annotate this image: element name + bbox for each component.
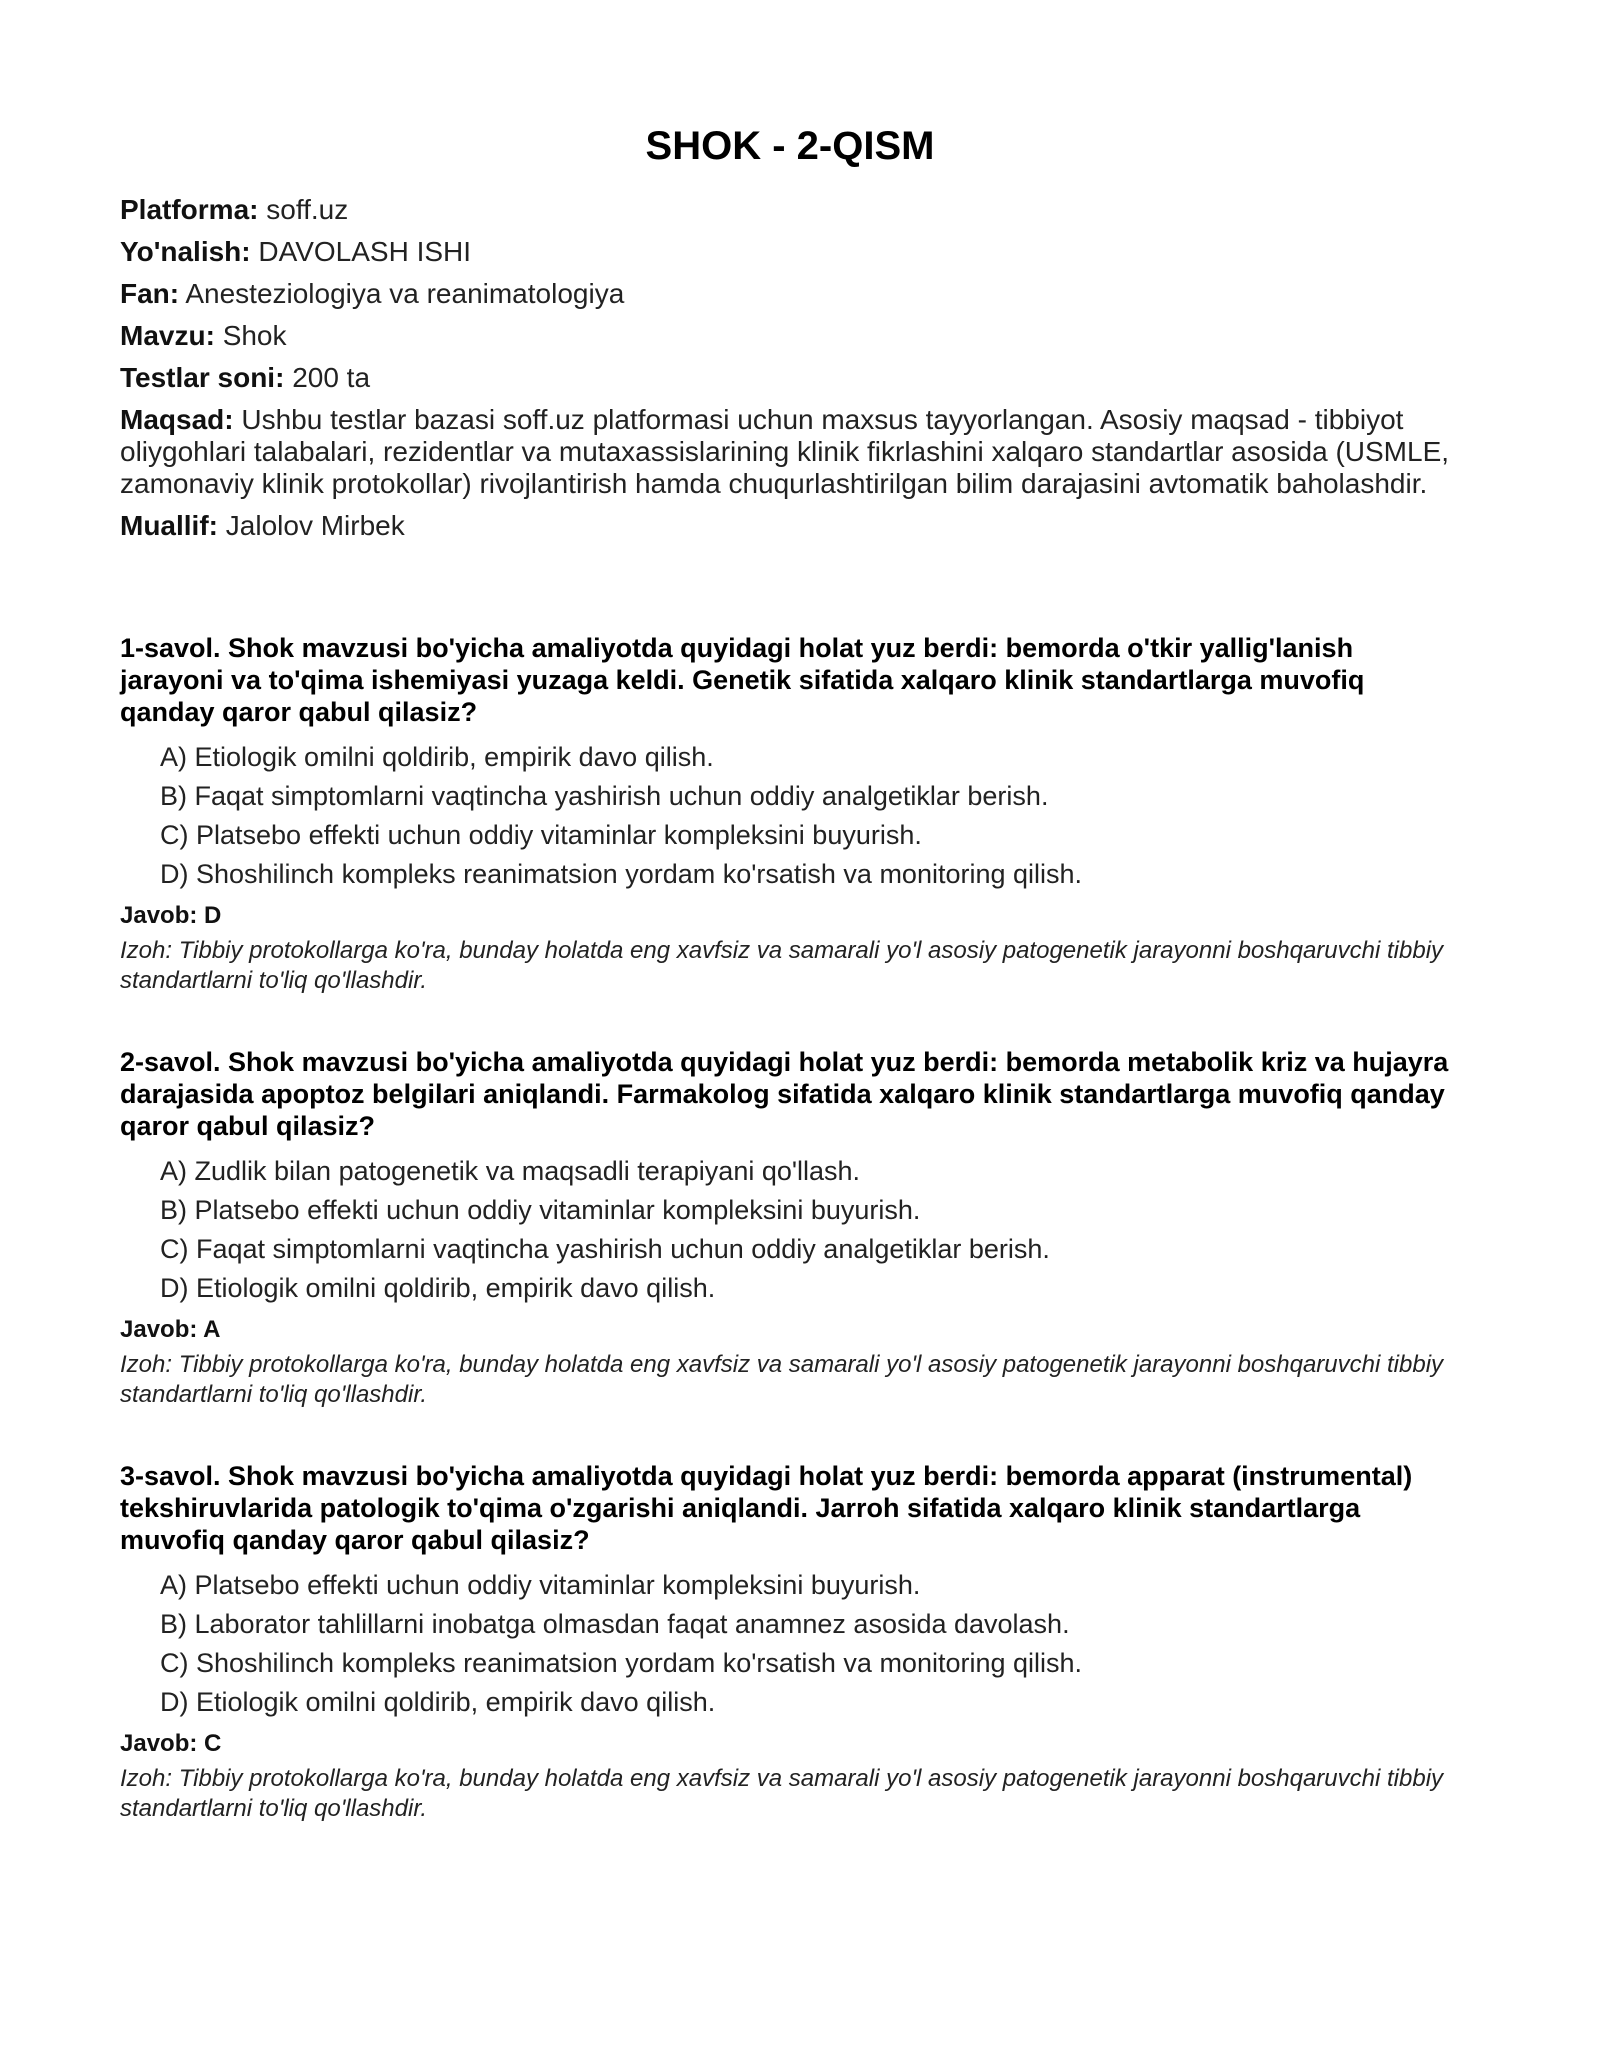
option-d: D) Etiologik omilni qoldirib, empirik davo qilish. [160, 1687, 716, 1717]
question-list [120, 632, 1460, 1824]
meta-label: Mavzu: [120, 320, 215, 351]
document-title: SHOK - 2-QISM [645, 124, 935, 168]
answer-explanation: Izoh: Tibbiy protokollarga ko'ra, bunday holatda eng xavfsiz va samarali yo'l asosiy patogenetik jarayonni boshqaruvchi tibbiy standartlarni to'liq qo'llashdir. [120, 1765, 1444, 1822]
meta-value: DAVOLASH ISHI [258, 236, 472, 267]
correct-answer: Javob: C [120, 1730, 222, 1757]
question-1 [120, 632, 1460, 996]
meta-purpose [120, 404, 1460, 500]
meta-value: Shok [222, 320, 287, 351]
meta-direction [120, 236, 1460, 268]
answer-explanation: Izoh: Tibbiy protokollarga ko'ra, bunday holatda eng xavfsiz va samarali yo'l asosiy patogenetik jarayonni boshqaruvchi tibbiy standartlarni to'liq qo'llashdir. [120, 1351, 1444, 1408]
correct-answer: Javob: D [120, 902, 222, 929]
meta-label: Platforma: [120, 194, 259, 225]
document-page [120, 0, 1460, 1874]
option-c: C) Platsebo effekti uchun oddiy vitaminlar kompleksini buyurish. [160, 820, 922, 850]
question-text: 3-savol. Shok mavzusi bo'yicha amaliyotda quyidagi holat yuz berdi: bemorda apparat (instrumental) tekshiruvlarida patologik to'qima o'zgarishi aniqlandi. Jarroh sifatida xalqaro klinik standartlarga muvofiq qanday qaror qabul qilasiz? [120, 1461, 1413, 1555]
answer-options [120, 1566, 1460, 1722]
meta-value: soff.uz [266, 194, 349, 225]
answer-options [120, 1152, 1460, 1308]
meta-value: 200 ta [292, 362, 371, 393]
meta-topic [120, 320, 1460, 352]
meta-author [120, 510, 1460, 542]
meta-platform [120, 194, 1460, 226]
option-c: C) Shoshilinch kompleks reanimatsion yordam ko'rsatish va monitoring qilish. [160, 1648, 1083, 1678]
option-b: B) Platsebo effekti uchun oddiy vitaminlar kompleksini buyurish. [160, 1195, 921, 1225]
option-d: D) Shoshilinch kompleks reanimatsion yordam ko'rsatish va monitoring qilish. [160, 859, 1083, 889]
correct-answer: Javob: A [120, 1316, 221, 1343]
meta-label: Muallif: [120, 510, 218, 541]
meta-label: Yo'nalish: [120, 236, 251, 267]
option-b: B) Faqat simptomlarni vaqtincha yashirish uchun oddiy analgetiklar berish. [160, 781, 1049, 811]
option-a: A) Platsebo effekti uchun oddiy vitaminlar kompleksini buyurish. [160, 1570, 921, 1600]
meta-value: Ushbu testlar bazasi soff.uz platformasi uchun maxsus tayyorlangan. Asosiy maqsad - tibbiyot oliygohlari talabalari, rezidentlar va mutaxassislarining klinik fikrlashini xalqaro standartlar asosida (USMLE, zamonaviy klinik protokollar) rivojlantirish hamda chuqurlashtirilgan bilim darajasini avtomatik baholashdir. [120, 404, 1450, 499]
document-metadata [120, 194, 1460, 542]
question-text: 2-savol. Shok mavzusi bo'yicha amaliyotda quyidagi holat yuz berdi: bemorda metabolik kriz va hujayra darajasida apoptoz belgilari aniqlandi. Farmakolog sifatida xalqaro klinik standartlarga muvofiq qanday qaror qabul qilasiz? [120, 1047, 1449, 1141]
option-d: D) Etiologik omilni qoldirib, empirik davo qilish. [160, 1273, 716, 1303]
option-a: A) Etiologik omilni qoldirib, empirik davo qilish. [160, 742, 714, 772]
meta-test-count [120, 362, 1460, 394]
question-3 [120, 1460, 1460, 1824]
meta-label: Testlar soni: [120, 362, 285, 393]
question-2 [120, 1046, 1460, 1410]
answer-explanation: Izoh: Tibbiy protokollarga ko'ra, bunday holatda eng xavfsiz va samarali yo'l asosiy patogenetik jarayonni boshqaruvchi tibbiy standartlarni to'liq qo'llashdir. [120, 937, 1444, 994]
answer-options [120, 738, 1460, 894]
question-text: 1-savol. Shok mavzusi bo'yicha amaliyotda quyidagi holat yuz berdi: bemorda o'tkir yallig'lanish jarayoni va to'qima ishemiyasi yuzaga keldi. Genetik sifatida xalqaro klinik standartlarga muvofiq qanday qaror qabul qilasiz? [120, 633, 1365, 727]
meta-subject [120, 278, 1460, 310]
meta-label: Fan: [120, 278, 180, 309]
option-c: C) Faqat simptomlarni vaqtincha yashirish uchun oddiy analgetiklar berish. [160, 1234, 1050, 1264]
option-b: B) Laborator tahlillarni inobatga olmasdan faqat anamnez asosida davolash. [160, 1609, 1070, 1639]
meta-label: Maqsad: [120, 404, 234, 435]
meta-value: Anesteziologiya va reanimatologiya [185, 278, 625, 309]
option-a: A) Zudlik bilan patogenetik va maqsadli terapiyani qo'llash. [160, 1156, 861, 1186]
meta-value: Jalolov Mirbek [225, 510, 405, 541]
